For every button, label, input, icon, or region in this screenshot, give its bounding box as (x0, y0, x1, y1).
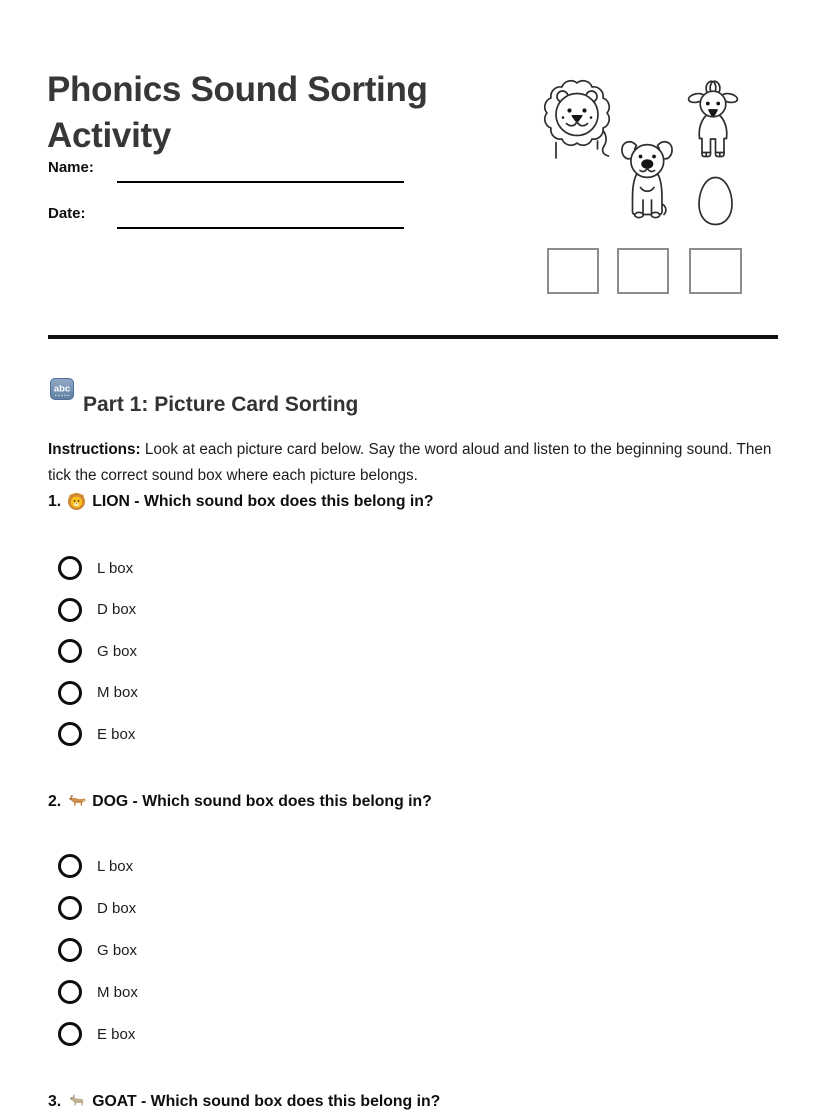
question-3-text: GOAT - Which sound box does this belong in? (92, 1092, 441, 1110)
section-divider (48, 335, 778, 339)
option-label: G box (97, 642, 138, 660)
option-label: E box (97, 725, 136, 743)
page-title: Phonics Sound Sorting Activity (47, 70, 428, 156)
option-label: D box (97, 601, 137, 618)
sound-box-3 (690, 249, 741, 293)
name-blank-line (117, 181, 404, 183)
option-label: G box (97, 941, 138, 959)
radio-button[interactable] (58, 639, 82, 663)
dog-body (633, 175, 663, 215)
option-l-box[interactable] (58, 556, 138, 580)
goat-emoji-icon (67, 1092, 86, 1111)
instructions-label: Instructions: (48, 441, 141, 459)
part1-heading: Part 1: Picture Card Sorting (83, 393, 359, 417)
radio-button[interactable] (58, 681, 82, 705)
option-g-box[interactable] (58, 639, 138, 663)
lion-face-emoji-icon (67, 492, 86, 511)
lion-drawing (545, 81, 609, 158)
option-label: L box (97, 857, 134, 875)
goat-drawing (688, 81, 738, 156)
radio-button[interactable] (58, 556, 82, 580)
option-label: L box (97, 559, 134, 577)
radio-button[interactable] (58, 980, 82, 1004)
question-1-label (48, 492, 434, 511)
radio-button[interactable] (58, 938, 82, 962)
instructions-text: Look at each picture card below. Say the word aloud and listen to the beginning sound. Then tick the correct sound box where each picture belongs. (48, 441, 772, 484)
option-label: M box (97, 983, 138, 1001)
abc-icon-text: abc (53, 383, 71, 395)
radio-button[interactable] (58, 896, 82, 920)
dog-paw (651, 212, 659, 217)
dog-paw (635, 212, 643, 217)
option-e-box[interactable] (58, 722, 138, 746)
radio-button[interactable] (58, 722, 82, 746)
question-1-number: 1. (48, 492, 62, 510)
dog-emoji-icon (67, 792, 86, 811)
question-3-number: 3. (48, 1092, 62, 1110)
option-label: D box (97, 899, 137, 917)
egg-drawing (699, 178, 732, 225)
question-2-number: 2. (48, 792, 62, 810)
dog-nose (642, 160, 652, 168)
date-blank-line (117, 227, 404, 229)
option-label: E box (97, 1025, 136, 1043)
option-label: M box (97, 684, 138, 701)
option-g-box[interactable] (58, 938, 138, 962)
date-label: Date: (48, 205, 86, 222)
goat-body (699, 116, 726, 157)
instructions-paragraph (48, 437, 785, 488)
sound-box-1 (548, 249, 598, 293)
option-m-box[interactable] (58, 681, 138, 705)
option-d-box[interactable] (58, 896, 138, 920)
question-2-options (58, 854, 138, 1064)
option-e-box[interactable] (58, 1022, 138, 1046)
lion-face (556, 94, 598, 136)
radio-button[interactable] (58, 1022, 82, 1046)
option-d-box[interactable] (58, 598, 138, 622)
question-1-options (58, 556, 138, 764)
abc-keycap-icon (50, 378, 74, 400)
option-m-box[interactable] (58, 980, 138, 1004)
sound-box-2 (618, 249, 668, 293)
question-2-text: DOG - Which sound box does this belong in? (92, 792, 432, 810)
name-label: Name: (48, 159, 94, 176)
option-l-box[interactable] (58, 854, 138, 878)
radio-button[interactable] (58, 598, 82, 622)
radio-button[interactable] (58, 854, 82, 878)
question-3-label (48, 1092, 440, 1111)
question-1-text: LION - Which sound box does this belong in? (92, 492, 434, 510)
dog-drawing (622, 142, 672, 218)
animals-illustration (540, 65, 750, 295)
question-2-label (48, 792, 432, 811)
